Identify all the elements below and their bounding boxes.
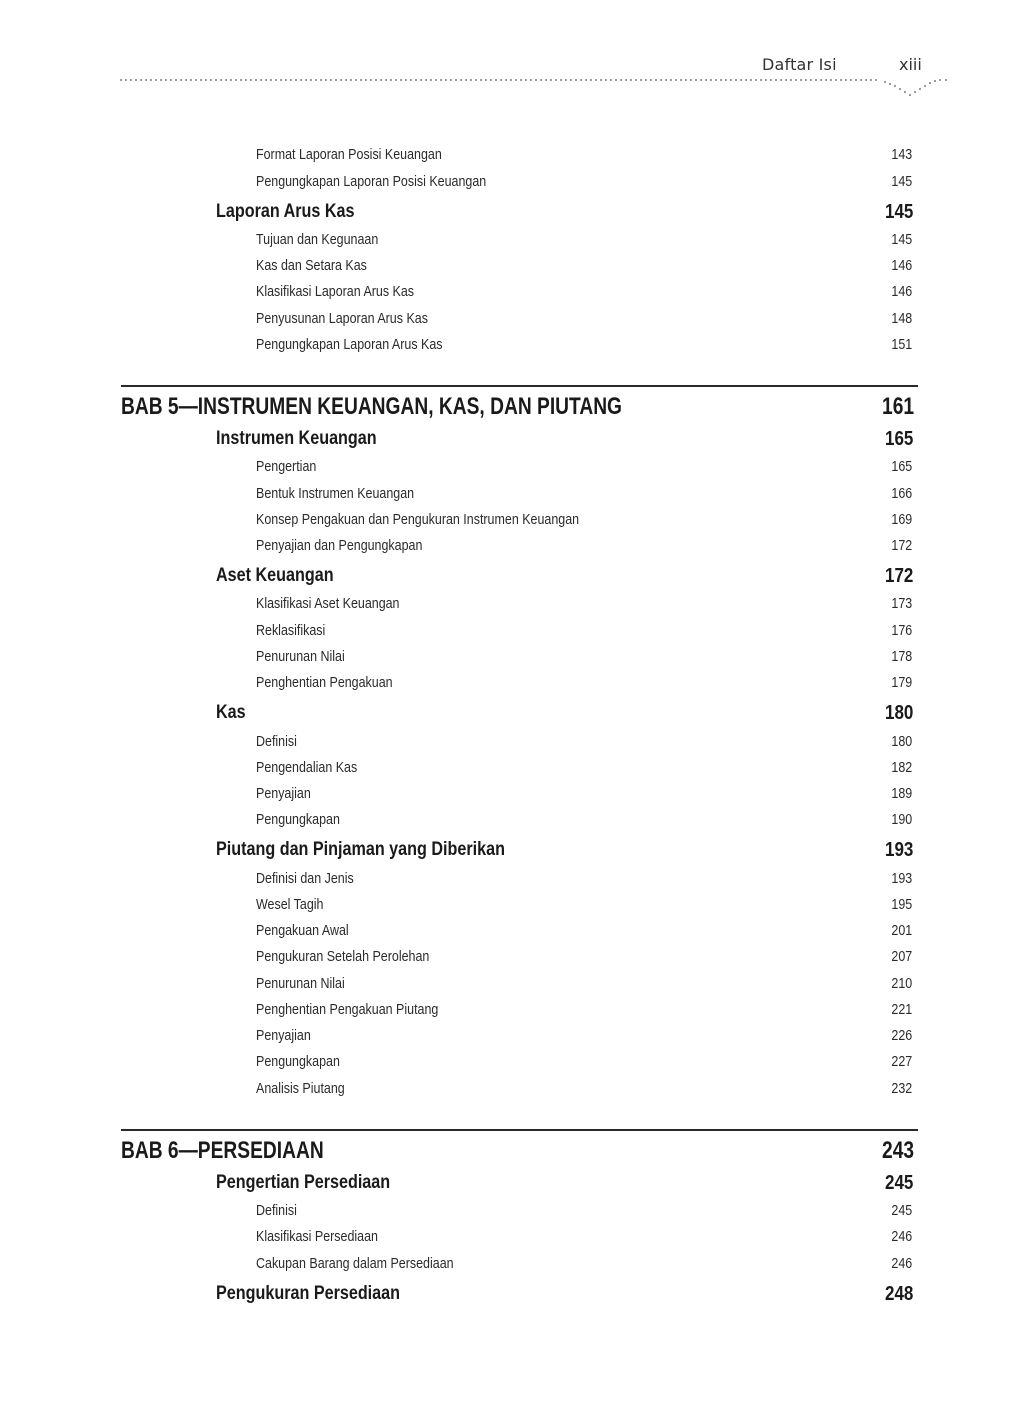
ornament-dot: [710, 79, 712, 81]
ornament-dot: [705, 79, 707, 81]
ornament-dot: [675, 79, 677, 81]
ornament-dot: [560, 79, 562, 81]
ornament-dot: [485, 79, 487, 81]
ornament-dot: [884, 81, 886, 83]
ornament-dot: [939, 79, 941, 81]
ornament-dot: [665, 79, 667, 81]
toc-section-title: Kas: [216, 702, 246, 723]
toc-entry[interactable]: [0, 1256, 1009, 1282]
ornament-dot: [570, 79, 572, 81]
toc-chapter-title: BAB 6—PERSEDIAAN: [121, 1137, 324, 1164]
ornament-dot: [130, 79, 132, 81]
toc-entry-page: 221: [891, 1002, 912, 1018]
ornament-dot: [195, 79, 197, 81]
toc-entry-page: 201: [891, 923, 912, 939]
ornament-dot: [575, 79, 577, 81]
toc-entry[interactable]: [0, 174, 1009, 200]
toc-section-page: 193: [884, 839, 913, 861]
ornament-dot: [720, 79, 722, 81]
ornament-dot: [860, 79, 862, 81]
ornament-dot: [845, 79, 847, 81]
ornament-dot: [735, 79, 737, 81]
toc-entry[interactable]: [0, 232, 1009, 258]
toc-entry-page: 190: [891, 812, 912, 828]
ornament-dot: [510, 79, 512, 81]
toc-entry[interactable]: [0, 649, 1009, 675]
toc-entry-page: 148: [891, 311, 912, 327]
ornament-dot: [305, 79, 307, 81]
ornament-dot: [300, 79, 302, 81]
toc-entry-page: 232: [891, 1081, 912, 1097]
ornament-dot: [230, 79, 232, 81]
toc-entry-page: 246: [891, 1256, 912, 1272]
toc-section-page: 165: [884, 428, 913, 450]
ornament-dot: [490, 79, 492, 81]
ornament-dot: [605, 79, 607, 81]
ornament-dot: [924, 85, 926, 87]
toc-entry-title: Penyusunan Laporan Arus Kas: [256, 311, 428, 327]
toc-chapter-title: BAB 5—INSTRUMEN KEUANGAN, KAS, DAN PIUTANG: [121, 393, 622, 420]
ornament-dot: [420, 79, 422, 81]
ornament-dot: [405, 79, 407, 81]
ornament-dot: [430, 79, 432, 81]
ornament-dot: [690, 79, 692, 81]
ornament-dot: [760, 79, 762, 81]
ornament-dot: [260, 79, 262, 81]
ornament-dot: [590, 79, 592, 81]
ornament-dot: [280, 79, 282, 81]
ornament-dot: [725, 79, 727, 81]
toc-section[interactable]: [0, 428, 1009, 454]
ornament-dot: [345, 79, 347, 81]
toc-entry-title: Konsep Pengakuan dan Pengukuran Instrumen Keuangan: [256, 512, 580, 528]
toc-section-title: Pengertian Persediaan: [216, 1172, 391, 1193]
toc-section-title: Aset Keuangan: [216, 565, 334, 586]
ornament-dot: [865, 79, 867, 81]
ornament-dot: [480, 79, 482, 81]
ornament-dot: [655, 79, 657, 81]
ornament-dot: [210, 79, 212, 81]
toc-entry-page: 182: [891, 760, 912, 776]
toc-entry-title: Pengungkapan: [256, 1054, 340, 1070]
ornament-dot: [250, 79, 252, 81]
ornament-dot: [215, 79, 217, 81]
ornament-dot: [830, 79, 832, 81]
ornament-dot: [160, 79, 162, 81]
running-header-title: Daftar Isi: [762, 55, 837, 74]
ornament-dot: [685, 79, 687, 81]
ornament-dot: [380, 79, 382, 81]
ornament-dot: [170, 79, 172, 81]
ornament-dot: [620, 79, 622, 81]
ornament-dot: [365, 79, 367, 81]
ornament-dot: [455, 79, 457, 81]
ornament-dot: [780, 79, 782, 81]
ornament-dot: [185, 79, 187, 81]
ornament-dot: [190, 79, 192, 81]
toc-entry-page: 179: [891, 675, 912, 691]
ornament-dot: [265, 79, 267, 81]
toc-entry-title: Pengakuan Awal: [256, 923, 349, 939]
ornament-dot: [650, 79, 652, 81]
toc-entry-title: Penghentian Pengakuan Piutang: [256, 1002, 439, 1018]
ornament-dot: [640, 79, 642, 81]
ornament-dot: [625, 79, 627, 81]
ornament-dot: [220, 79, 222, 81]
toc-entry-title: Pengertian: [256, 459, 317, 475]
ornament-dot: [165, 79, 167, 81]
toc-entry[interactable]: [0, 786, 1009, 812]
toc-entry-page: 165: [891, 459, 912, 475]
toc-entry-title: Penyajian dan Pengungkapan: [256, 538, 423, 554]
chapter-divider: [121, 385, 918, 387]
ornament-dot: [785, 79, 787, 81]
ornament-dot: [740, 79, 742, 81]
ornament-dot: [255, 79, 257, 81]
toc-entry[interactable]: [0, 1002, 1009, 1028]
toc-entry-page: 172: [891, 538, 912, 554]
ornament-dot: [565, 79, 567, 81]
ornament-dot: [825, 79, 827, 81]
toc-entry-page: 193: [891, 871, 912, 887]
ornament-dot: [120, 79, 122, 81]
ornament-dot: [385, 79, 387, 81]
toc-section[interactable]: [0, 201, 1009, 227]
toc-entry-title: Wesel Tagih: [256, 897, 324, 913]
toc-entry-page: 169: [891, 512, 912, 528]
toc-section[interactable]: [0, 702, 1009, 728]
ornament-dot: [630, 79, 632, 81]
ornament-dot: [680, 79, 682, 81]
toc-entry[interactable]: [0, 1081, 1009, 1107]
ornament-dot: [945, 79, 947, 81]
ornament-dot: [790, 79, 792, 81]
toc-entry-title: Analisis Piutang: [256, 1081, 345, 1097]
toc-entry-page: 245: [891, 1203, 912, 1219]
toc-entry-title: Definisi: [256, 1203, 297, 1219]
chapter-divider: [121, 1129, 918, 1131]
ornament-dot: [535, 79, 537, 81]
ornament-dot: [800, 79, 802, 81]
ornament-dot: [200, 79, 202, 81]
toc-section-page: 145: [884, 201, 913, 223]
toc-entry-title: Penghentian Pengakuan: [256, 675, 393, 691]
ornament-dot: [555, 79, 557, 81]
toc-entry-title: Penyajian: [256, 786, 311, 802]
ornament-dot: [745, 79, 747, 81]
dotted-header-ornament: [118, 72, 953, 102]
toc-entry-title: Penurunan Nilai: [256, 649, 345, 665]
toc-entry-title: Format Laporan Posisi Keuangan: [256, 147, 442, 163]
ornament-dot: [870, 79, 872, 81]
ornament-dot: [395, 79, 397, 81]
toc-entry-page: 173: [891, 596, 912, 612]
toc-section-title: Piutang dan Pinjaman yang Diberikan: [216, 839, 505, 860]
ornament-dot: [810, 79, 812, 81]
toc-entry[interactable]: [0, 311, 1009, 337]
toc-entry-page: 210: [891, 976, 912, 992]
ornament-dot: [615, 79, 617, 81]
ornament-dot: [795, 79, 797, 81]
ornament-dot: [340, 79, 342, 81]
ornament-dot: [495, 79, 497, 81]
toc-entry[interactable]: [0, 1028, 1009, 1054]
toc-entry-title: Cakupan Barang dalam Persediaan: [256, 1256, 454, 1272]
toc-entry-title: Penurunan Nilai: [256, 976, 345, 992]
dotted-line: [120, 79, 947, 96]
ornament-dot: [929, 82, 931, 84]
ornament-dot: [805, 79, 807, 81]
ornament-dot: [440, 79, 442, 81]
toc-chapter-page: 243: [881, 1137, 914, 1164]
ornament-dot: [330, 79, 332, 81]
toc-entry-page: 207: [891, 949, 912, 965]
toc-section-page: 248: [884, 1283, 913, 1305]
ornament-dot: [140, 79, 142, 81]
ornament-dot: [150, 79, 152, 81]
ornament-dot: [415, 79, 417, 81]
ornament-dot: [325, 79, 327, 81]
toc-entry-title: Penyajian: [256, 1028, 311, 1044]
toc-entry[interactable]: [0, 949, 1009, 975]
toc-entry[interactable]: [0, 623, 1009, 649]
ornament-dot: [435, 79, 437, 81]
ornament-dot: [360, 79, 362, 81]
ornament-dot: [550, 79, 552, 81]
toc-entry-page: 146: [891, 284, 912, 300]
toc-entry[interactable]: [0, 258, 1009, 284]
ornament-dot: [700, 79, 702, 81]
ornament-dot: [125, 79, 127, 81]
ornament-dot: [525, 79, 527, 81]
ornament-dot: [270, 79, 272, 81]
toc-section[interactable]: [0, 839, 1009, 865]
toc-entry[interactable]: [0, 871, 1009, 897]
toc-entry[interactable]: [0, 812, 1009, 838]
toc-entry[interactable]: [0, 760, 1009, 786]
ornament-dot: [580, 79, 582, 81]
toc-entry-page: 246: [891, 1229, 912, 1245]
ornament-dot: [335, 79, 337, 81]
toc-section-title: Instrumen Keuangan: [216, 428, 377, 449]
toc-section[interactable]: [0, 1172, 1009, 1198]
ornament-dot: [145, 79, 147, 81]
toc-entry-page: 176: [891, 623, 912, 639]
toc-entry[interactable]: [0, 976, 1009, 1002]
toc-entry-title: Definisi dan Jenis: [256, 871, 354, 887]
ornament-dot: [515, 79, 517, 81]
toc-entry-title: Pengungkapan: [256, 812, 340, 828]
ornament-dot: [425, 79, 427, 81]
toc-entry-title: Tujuan dan Kegunaan: [256, 232, 379, 248]
toc-entry[interactable]: [0, 538, 1009, 564]
ornament-dot: [370, 79, 372, 81]
ornament-dot: [410, 79, 412, 81]
ornament-dot: [520, 79, 522, 81]
toc-entry[interactable]: [0, 675, 1009, 701]
ornament-dot: [310, 79, 312, 81]
ornament-dot: [765, 79, 767, 81]
ornament-dot: [505, 79, 507, 81]
toc-entry-page: 227: [891, 1054, 912, 1070]
ornament-dot: [635, 79, 637, 81]
toc-entry-page: 178: [891, 649, 912, 665]
ornament-dot: [850, 79, 852, 81]
toc-entry-page: 145: [891, 174, 912, 190]
ornament-dot: [840, 79, 842, 81]
toc-entry[interactable]: [0, 486, 1009, 512]
toc-entry-title: Kas dan Setara Kas: [256, 258, 367, 274]
ornament-dot: [400, 79, 402, 81]
ornament-dot: [355, 79, 357, 81]
toc-section-title: Laporan Arus Kas: [216, 201, 355, 222]
toc-entry-page: 151: [891, 337, 912, 353]
toc-entry-title: Klasifikasi Aset Keuangan: [256, 596, 400, 612]
toc-entry[interactable]: [0, 596, 1009, 622]
ornament-dot: [894, 85, 896, 87]
toc-entry[interactable]: [0, 284, 1009, 310]
ornament-dot: [670, 79, 672, 81]
toc-entry[interactable]: [0, 734, 1009, 760]
ornament-dot: [350, 79, 352, 81]
ornament-dot: [545, 79, 547, 81]
ornament-dot: [934, 80, 936, 82]
ornament-dot: [660, 79, 662, 81]
ornament-dot: [585, 79, 587, 81]
toc-chapter-page: 161: [881, 393, 914, 420]
ornament-dot: [600, 79, 602, 81]
ornament-dot: [875, 79, 877, 81]
ornament-dot: [225, 79, 227, 81]
toc-entry[interactable]: [0, 337, 1009, 363]
toc-entry[interactable]: [0, 1203, 1009, 1229]
ornament-dot: [610, 79, 612, 81]
toc-section-page: 245: [884, 1172, 913, 1194]
ornament-dot: [465, 79, 467, 81]
ornament-dot: [750, 79, 752, 81]
ornament-dot: [470, 79, 472, 81]
ornament-dot: [245, 79, 247, 81]
ornament-dot: [645, 79, 647, 81]
ornament-dot: [919, 88, 921, 90]
ornament-dot: [530, 79, 532, 81]
running-header-page-number: xiii: [899, 55, 922, 74]
ornament-dot: [390, 79, 392, 81]
ornament-dot: [320, 79, 322, 81]
ornament-dot: [275, 79, 277, 81]
ornament-dot: [295, 79, 297, 81]
ornament-dot: [899, 88, 901, 90]
toc-entry-title: Pengendalian Kas: [256, 760, 358, 776]
ornament-dot: [500, 79, 502, 81]
toc-chapter[interactable]: [0, 1137, 1009, 1163]
ornament-dot: [914, 91, 916, 93]
ornament-dot: [595, 79, 597, 81]
ornament-dot: [755, 79, 757, 81]
ornament-dot: [855, 79, 857, 81]
toc-entry-page: 146: [891, 258, 912, 274]
toc-entry[interactable]: [0, 897, 1009, 923]
toc-entry-page: 226: [891, 1028, 912, 1044]
ornament-dot: [235, 79, 237, 81]
ornament-dot: [730, 79, 732, 81]
ornament-dot: [240, 79, 242, 81]
toc-entry-page: 189: [891, 786, 912, 802]
ornament-dot: [175, 79, 177, 81]
ornament-dot: [695, 79, 697, 81]
toc-entry[interactable]: [0, 1054, 1009, 1080]
toc-section[interactable]: [0, 1283, 1009, 1309]
toc-entry-title: Pengungkapan Laporan Arus Kas: [256, 337, 443, 353]
toc-section-page: 172: [884, 565, 913, 587]
ornament-dot: [815, 79, 817, 81]
ornament-dot: [820, 79, 822, 81]
toc-entry-title: Bentuk Instrumen Keuangan: [256, 486, 415, 502]
toc-entry-page: 180: [891, 734, 912, 750]
ornament-dot: [205, 79, 207, 81]
toc-entry-page: 145: [891, 232, 912, 248]
ornament-dot: [180, 79, 182, 81]
ornament-dot: [475, 79, 477, 81]
toc-entry[interactable]: [0, 147, 1009, 173]
ornament-dot: [135, 79, 137, 81]
ornament-dot: [155, 79, 157, 81]
ornament-dot: [909, 94, 911, 96]
toc-entry-page: 195: [891, 897, 912, 913]
toc-entry[interactable]: [0, 512, 1009, 538]
ornament-dot: [450, 79, 452, 81]
ornament-dot: [775, 79, 777, 81]
ornament-dot: [285, 79, 287, 81]
toc-entry-page: 143: [891, 147, 912, 163]
ornament-dot: [315, 79, 317, 81]
ornament-dot: [375, 79, 377, 81]
ornament-dot: [904, 91, 906, 93]
toc-entry-title: Klasifikasi Persediaan: [256, 1229, 378, 1245]
toc-entry[interactable]: [0, 1229, 1009, 1255]
ornament-dot: [540, 79, 542, 81]
toc-section-page: 180: [884, 702, 913, 724]
toc-entry-title: Pengukuran Setelah Perolehan: [256, 949, 430, 965]
toc-entry-title: Klasifikasi Laporan Arus Kas: [256, 284, 415, 300]
ornament-dot: [889, 83, 891, 85]
ornament-dot: [445, 79, 447, 81]
ornament-dot: [715, 79, 717, 81]
toc-entry-title: Reklasifikasi: [256, 623, 326, 639]
toc-entry-title: Pengungkapan Laporan Posisi Keuangan: [256, 174, 487, 190]
ornament-dot: [770, 79, 772, 81]
ornament-dot: [290, 79, 292, 81]
toc-entry-page: 166: [891, 486, 912, 502]
ornament-dot: [460, 79, 462, 81]
toc-entry[interactable]: [0, 459, 1009, 485]
toc-section-title: Pengukuran Persediaan: [216, 1283, 400, 1304]
toc-chapter[interactable]: [0, 393, 1009, 419]
toc-entry[interactable]: [0, 923, 1009, 949]
ornament-dot: [835, 79, 837, 81]
toc-entry-title: Definisi: [256, 734, 297, 750]
toc-section[interactable]: [0, 565, 1009, 591]
